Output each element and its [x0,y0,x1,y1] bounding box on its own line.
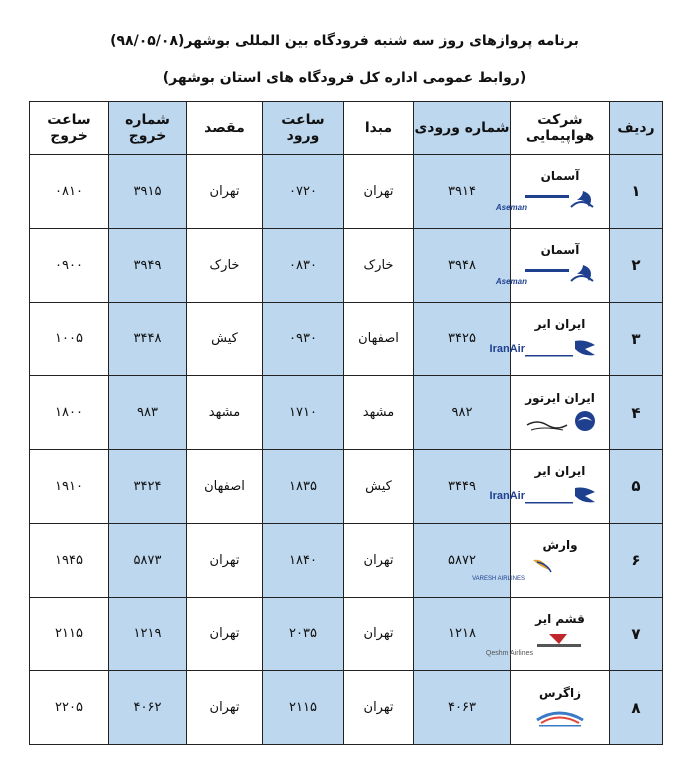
cell-destination [187,228,263,302]
arrival-number-value: ۳۴۴۹ [448,478,476,494]
departure-time-value: ۲۱۱۵ [55,626,83,642]
cell-radif [610,228,663,302]
cell-radif [610,376,663,450]
cell-departure-time [30,450,109,524]
radif-value: ۸ [631,698,641,717]
cell-arrival-time [263,376,344,450]
radif-value: ۷ [631,624,641,643]
table-row [30,671,663,745]
cell-destination [187,597,263,671]
cell-origin [344,523,414,597]
origin-value: اصفهان [358,331,399,347]
iranair-logo-icon [489,482,597,508]
cell-radif [610,597,663,671]
departure-number-value: ۳۹۴۹ [133,257,162,273]
svg-text:Aseman: Aseman [495,277,527,287]
cell-departure-number [109,671,187,745]
cell-arrival-time [263,671,344,745]
cell-departure-time [30,228,109,302]
qeshm-logo-icon [485,630,597,657]
svg-text:Aseman: Aseman [495,203,527,213]
radif-value: ۶ [631,551,641,570]
cell-airline [489,302,610,376]
radif-value: ۱ [631,182,641,201]
cell-origin [344,671,414,745]
cell-departure-time [30,155,109,229]
cell-arrival-time [263,450,344,524]
iranairtour-logo-icon [523,409,597,435]
table-row [30,302,663,376]
cell-airline [495,155,610,229]
svg-text:IranAir: IranAir [489,490,525,503]
aseman-logo-icon [495,261,597,287]
origin-value: مشهد [362,405,395,421]
cell-arrival-number [414,376,511,450]
destination-value: تهران [209,700,240,716]
radif-value: ۲ [631,256,641,275]
departure-number-value: ۳۹۱۵ [133,183,162,199]
cell-departure-time [30,597,109,671]
cell-departure-number [109,597,187,671]
origin-value: تهران [363,552,394,568]
destination-value: کیش [211,331,238,347]
header-origin: مبدا [344,102,414,155]
radif-value: ۴ [631,403,641,422]
origin-value: تهران [363,700,394,716]
cell-arrival-time [263,523,344,597]
arrival-number-value: ۵۸۷۲ [448,552,476,568]
header-airline: شرکت هواپیمایی [511,102,610,155]
header-radif: ردیف [610,102,663,155]
cell-destination [187,671,263,745]
departure-number-value: ۳۴۲۴ [133,478,162,494]
cell-arrival-number [414,155,511,229]
svg-text:VARESH AIRLINES: VARESH AIRLINES [472,576,525,583]
departure-time-value: ۱۹۴۵ [55,552,83,568]
departure-time-value: ۲۲۰۵ [55,700,83,716]
departure-number-value: ۹۸۳ [137,405,158,421]
header-arrival-number: شماره ورودی [414,102,511,155]
destination-value: خارک [209,257,240,273]
airline-name: ایران ایرتور [525,390,595,405]
cell-arrival-number [414,597,511,671]
cell-arrival-time [263,228,344,302]
cell-origin [344,450,414,524]
cell-departure-number [109,523,187,597]
arrival-number-value: ۳۹۱۴ [448,183,476,199]
cell-departure-time [30,376,109,450]
cell-origin [344,228,414,302]
arrival-time-value: ۱۷۱۰ [289,405,317,421]
radif-value: ۵ [631,477,641,496]
varesh-logo-icon [472,556,597,583]
radif-value: ۳ [631,329,641,348]
airline-name: ایران ایر [534,316,586,331]
cell-departure-time [30,523,109,597]
page-title: برنامه پروازهای روز سه شنبه فرودگاه بین المللی بوشهر(۹۸/۰۵/۰۸) [110,33,579,49]
arrival-number-value: ۴۰۶۳ [448,700,476,716]
arrival-time-value: ۲۱۱۵ [289,700,317,716]
cell-radif [610,450,663,524]
cell-departure-number [109,155,187,229]
destination-value: تهران [209,183,240,199]
departure-time-value: ۱۹۱۰ [55,478,83,494]
departure-number-value: ۱۲۱۹ [133,626,162,642]
origin-value: کیش [365,478,392,494]
cell-arrival-number [414,302,511,376]
arrival-number-value: ۳۹۴۸ [448,257,476,273]
table-row [30,376,663,450]
arrival-time-value: ۰۸۳۰ [289,257,317,273]
airline-name: آسمان [540,243,580,258]
arrival-time-value: ۰۷۲۰ [289,183,317,199]
airline-name: ایران ایر [534,464,586,479]
cell-arrival-time [263,302,344,376]
arrival-number-value: ۹۸۲ [451,405,473,421]
cell-airline [495,228,610,302]
table-row [30,523,663,597]
header-row [30,102,663,155]
destination-value: تهران [209,626,240,642]
departure-time-value: ۱۸۰۰ [55,405,83,421]
destination-value: مشهد [208,405,241,421]
cell-departure-number [109,450,187,524]
cell-radif [610,671,663,745]
destination-value: اصفهان [204,478,245,494]
cell-arrival-number [414,228,511,302]
cell-arrival-time [263,155,344,229]
origin-value: تهران [363,183,394,199]
departure-number-value: ۳۴۴۸ [133,331,162,347]
cell-destination [187,376,263,450]
cell-departure-time [30,671,109,745]
cell-airline [472,523,610,597]
header-departure-time: ساعت خروج [30,102,109,155]
arrival-time-value: ۱۸۳۵ [289,478,317,494]
cell-arrival-number [414,450,511,524]
airline-name: قشم ایر [535,611,585,626]
table-row [30,450,663,524]
cell-radif [610,155,663,229]
arrival-time-value: ۲۰۳۵ [289,626,317,642]
zagros-logo-icon [523,704,597,730]
origin-value: تهران [363,626,394,642]
departure-time-value: ۰۸۱۰ [55,183,83,199]
table-row [30,228,663,302]
iranair-logo-icon [489,335,597,361]
table-row [30,597,663,671]
svg-text:IranAir: IranAir [489,342,525,355]
cell-airline [485,597,610,671]
flight-schedule-table [29,101,663,745]
cell-radif [610,523,663,597]
page-subtitle: (روابط عمومی اداره کل فرودگاه های استان بوشهر) [162,70,527,86]
cell-airline [511,671,610,745]
cell-departure-number [109,376,187,450]
destination-value: تهران [209,552,240,568]
cell-airline [489,450,610,524]
origin-value: خارک [363,257,394,273]
departure-number-value: ۴۰۶۲ [133,700,162,716]
cell-arrival-number [414,523,511,597]
cell-arrival-time [263,597,344,671]
aseman-logo-icon [495,187,597,213]
cell-origin [344,302,414,376]
cell-departure-number [109,228,187,302]
departure-time-value: ۰۹۰۰ [55,257,83,273]
cell-arrival-number [414,671,511,745]
cell-destination [187,450,263,524]
table-row [30,155,663,229]
departure-number-value: ۵۸۷۳ [133,552,162,568]
header-departure-number: شماره خروج [109,102,187,155]
cell-origin [344,155,414,229]
cell-destination [187,523,263,597]
airline-name: زاگرس [538,685,582,700]
header-destination: مقصد [187,102,263,155]
cell-origin [344,376,414,450]
arrival-time-value: ۱۸۴۰ [289,552,317,568]
departure-time-value: ۱۰۰۵ [55,331,83,347]
cell-destination [187,155,263,229]
svg-text:Qeshm Airlines: Qeshm Airlines [485,649,533,657]
airline-name: وارش [542,538,578,553]
cell-departure-number [109,302,187,376]
cell-airline [511,376,610,450]
cell-origin [344,597,414,671]
cell-destination [187,302,263,376]
arrival-number-value: ۳۴۲۵ [448,331,476,347]
cell-departure-time [30,302,109,376]
airline-name: آسمان [540,169,580,184]
header-arrival-time: ساعت ورود [263,102,344,155]
arrival-time-value: ۰۹۳۰ [289,331,317,347]
arrival-number-value: ۱۲۱۸ [448,626,476,642]
cell-radif [610,302,663,376]
